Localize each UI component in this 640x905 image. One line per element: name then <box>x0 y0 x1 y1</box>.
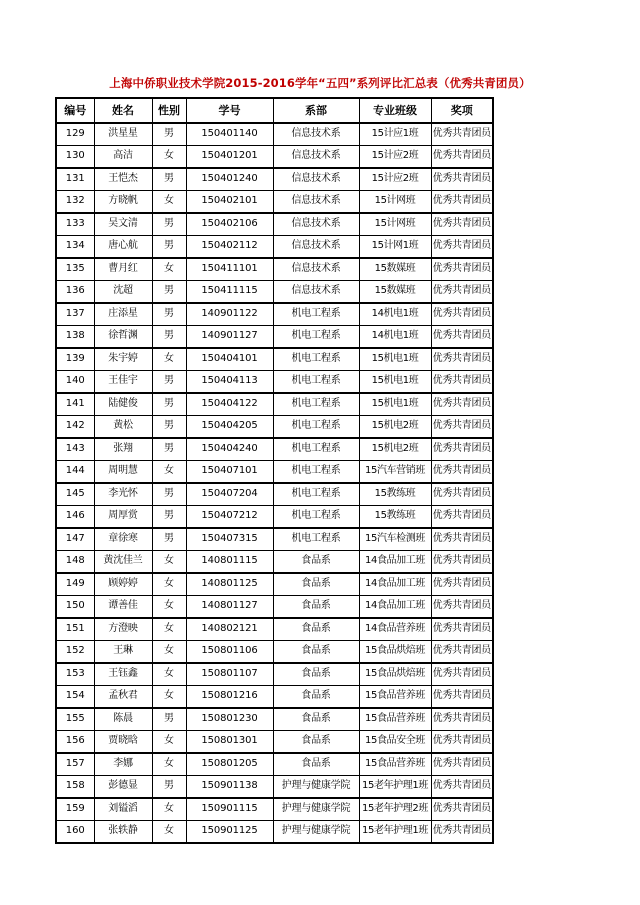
cell-student-id: 150801301 <box>186 731 273 754</box>
cell-department: 食品系 <box>273 596 359 619</box>
summary-table <box>55 97 494 844</box>
cell-no: 129 <box>56 123 94 146</box>
cell-no: 130 <box>56 146 94 169</box>
cell-name: 王钰鑫 <box>94 663 152 686</box>
table-row <box>56 416 493 439</box>
cell-student-id: 140801125 <box>186 573 273 596</box>
cell-gender: 女 <box>152 596 186 619</box>
cell-name: 王琳 <box>94 641 152 664</box>
cell-major-class: 15计应2班 <box>359 146 431 169</box>
column-header-gender: 性别 <box>152 98 186 123</box>
cell-gender: 女 <box>152 686 186 709</box>
cell-major-class: 15食品营养班 <box>359 686 431 709</box>
cell-award: 优秀共青团员 <box>431 258 493 281</box>
table-row <box>56 798 493 821</box>
cell-student-id: 150401201 <box>186 146 273 169</box>
cell-no: 132 <box>56 191 94 214</box>
cell-student-id: 150901115 <box>186 798 273 821</box>
cell-award: 优秀共青团员 <box>431 191 493 214</box>
cell-no: 147 <box>56 528 94 551</box>
cell-department: 信息技术系 <box>273 146 359 169</box>
cell-major-class: 15汽车检测班 <box>359 528 431 551</box>
cell-gender: 男 <box>152 708 186 731</box>
cell-no: 152 <box>56 641 94 664</box>
table-row <box>56 438 493 461</box>
cell-gender: 男 <box>152 213 186 236</box>
cell-name: 方晓帆 <box>94 191 152 214</box>
cell-name: 张轶静 <box>94 821 152 844</box>
cell-gender: 女 <box>152 461 186 484</box>
cell-department: 信息技术系 <box>273 168 359 191</box>
cell-major-class: 14食品营养班 <box>359 618 431 641</box>
cell-student-id: 150404122 <box>186 393 273 416</box>
cell-department: 机电工程系 <box>273 438 359 461</box>
column-header-award: 奖项 <box>431 98 493 123</box>
cell-major-class: 15机电1班 <box>359 348 431 371</box>
cell-award: 优秀共青团员 <box>431 731 493 754</box>
cell-major-class: 15机电2班 <box>359 438 431 461</box>
cell-name: 庄添星 <box>94 303 152 326</box>
cell-award: 优秀共青团员 <box>431 236 493 259</box>
cell-name: 周明慧 <box>94 461 152 484</box>
cell-department: 机电工程系 <box>273 326 359 349</box>
cell-no: 136 <box>56 281 94 304</box>
table-row <box>56 303 493 326</box>
cell-department: 食品系 <box>273 551 359 574</box>
cell-gender: 女 <box>152 618 186 641</box>
cell-no: 149 <box>56 573 94 596</box>
table-row <box>56 371 493 394</box>
cell-no: 138 <box>56 326 94 349</box>
cell-award: 优秀共青团员 <box>431 461 493 484</box>
cell-gender: 女 <box>152 731 186 754</box>
cell-no: 142 <box>56 416 94 439</box>
cell-gender: 女 <box>152 798 186 821</box>
cell-department: 机电工程系 <box>273 506 359 529</box>
cell-department: 护理与健康学院 <box>273 776 359 799</box>
cell-student-id: 150801205 <box>186 753 273 776</box>
cell-student-id: 150402101 <box>186 191 273 214</box>
cell-award: 优秀共青团员 <box>431 821 493 844</box>
cell-no: 150 <box>56 596 94 619</box>
cell-department: 信息技术系 <box>273 213 359 236</box>
cell-gender: 男 <box>152 281 186 304</box>
cell-gender: 女 <box>152 146 186 169</box>
cell-student-id: 150801230 <box>186 708 273 731</box>
cell-no: 137 <box>56 303 94 326</box>
table-row <box>56 663 493 686</box>
cell-department: 信息技术系 <box>273 191 359 214</box>
cell-no: 157 <box>56 753 94 776</box>
cell-gender: 女 <box>152 348 186 371</box>
cell-award: 优秀共青团员 <box>431 573 493 596</box>
cell-gender: 女 <box>152 551 186 574</box>
cell-award: 优秀共青团员 <box>431 348 493 371</box>
cell-student-id: 150404240 <box>186 438 273 461</box>
cell-award: 优秀共青团员 <box>431 393 493 416</box>
cell-major-class: 15教练班 <box>359 483 431 506</box>
cell-student-id: 150801216 <box>186 686 273 709</box>
cell-major-class: 15食品营养班 <box>359 753 431 776</box>
table-row <box>56 236 493 259</box>
cell-department: 机电工程系 <box>273 483 359 506</box>
cell-major-class: 14食品加工班 <box>359 596 431 619</box>
cell-gender: 女 <box>152 821 186 844</box>
cell-no: 160 <box>56 821 94 844</box>
cell-name: 贾晓晗 <box>94 731 152 754</box>
table-row <box>56 461 493 484</box>
cell-student-id: 150411115 <box>186 281 273 304</box>
cell-name: 高洁 <box>94 146 152 169</box>
cell-major-class: 15数媒班 <box>359 281 431 304</box>
cell-student-id: 140801115 <box>186 551 273 574</box>
cell-department: 机电工程系 <box>273 528 359 551</box>
cell-gender: 男 <box>152 303 186 326</box>
table-row <box>56 641 493 664</box>
cell-gender: 男 <box>152 528 186 551</box>
table-body <box>56 123 493 843</box>
cell-name: 吴文清 <box>94 213 152 236</box>
cell-no: 158 <box>56 776 94 799</box>
cell-award: 优秀共青团员 <box>431 303 493 326</box>
cell-name: 黄松 <box>94 416 152 439</box>
cell-name: 洪星星 <box>94 123 152 146</box>
cell-department: 机电工程系 <box>273 371 359 394</box>
cell-award: 优秀共青团员 <box>431 371 493 394</box>
table-row <box>56 191 493 214</box>
table-row <box>56 506 493 529</box>
cell-student-id: 150407204 <box>186 483 273 506</box>
cell-name: 陆健俊 <box>94 393 152 416</box>
cell-no: 139 <box>56 348 94 371</box>
cell-gender: 女 <box>152 641 186 664</box>
cell-no: 151 <box>56 618 94 641</box>
cell-department: 食品系 <box>273 708 359 731</box>
cell-award: 优秀共青团员 <box>431 281 493 304</box>
cell-student-id: 140801127 <box>186 596 273 619</box>
summary-table-container <box>55 97 492 844</box>
cell-no: 156 <box>56 731 94 754</box>
cell-no: 154 <box>56 686 94 709</box>
cell-award: 优秀共青团员 <box>431 798 493 821</box>
cell-major-class: 14食品加工班 <box>359 573 431 596</box>
cell-no: 153 <box>56 663 94 686</box>
cell-award: 优秀共青团员 <box>431 663 493 686</box>
cell-name: 李娜 <box>94 753 152 776</box>
cell-name: 周厚赏 <box>94 506 152 529</box>
cell-award: 优秀共青团员 <box>431 438 493 461</box>
cell-no: 131 <box>56 168 94 191</box>
cell-student-id: 150401140 <box>186 123 273 146</box>
cell-gender: 男 <box>152 123 186 146</box>
cell-award: 优秀共青团员 <box>431 506 493 529</box>
cell-no: 140 <box>56 371 94 394</box>
cell-name: 方澄映 <box>94 618 152 641</box>
cell-gender: 男 <box>152 506 186 529</box>
column-header-no: 编号 <box>56 98 94 123</box>
cell-major-class: 15机电1班 <box>359 371 431 394</box>
cell-gender: 男 <box>152 438 186 461</box>
cell-award: 优秀共青团员 <box>431 483 493 506</box>
cell-name: 曹月红 <box>94 258 152 281</box>
cell-gender: 男 <box>152 776 186 799</box>
table-row <box>56 551 493 574</box>
cell-award: 优秀共青团员 <box>431 596 493 619</box>
cell-no: 134 <box>56 236 94 259</box>
cell-no: 144 <box>56 461 94 484</box>
cell-major-class: 14食品加工班 <box>359 551 431 574</box>
table-row <box>56 123 493 146</box>
cell-gender: 男 <box>152 483 186 506</box>
cell-award: 优秀共青团员 <box>431 213 493 236</box>
cell-department: 机电工程系 <box>273 393 359 416</box>
cell-name: 彭德显 <box>94 776 152 799</box>
table-row <box>56 348 493 371</box>
cell-award: 优秀共青团员 <box>431 146 493 169</box>
cell-gender: 女 <box>152 663 186 686</box>
cell-name: 朱宇婷 <box>94 348 152 371</box>
cell-major-class: 14机电1班 <box>359 326 431 349</box>
table-row <box>56 281 493 304</box>
cell-student-id: 150407315 <box>186 528 273 551</box>
cell-department: 食品系 <box>273 686 359 709</box>
cell-name: 张翔 <box>94 438 152 461</box>
cell-major-class: 15计网班 <box>359 213 431 236</box>
cell-major-class: 15食品营养班 <box>359 708 431 731</box>
cell-no: 146 <box>56 506 94 529</box>
table-row <box>56 618 493 641</box>
cell-student-id: 150401240 <box>186 168 273 191</box>
cell-student-id: 150407212 <box>186 506 273 529</box>
cell-gender: 男 <box>152 168 186 191</box>
cell-gender: 男 <box>152 371 186 394</box>
cell-department: 信息技术系 <box>273 236 359 259</box>
cell-student-id: 150402106 <box>186 213 273 236</box>
cell-award: 优秀共青团员 <box>431 686 493 709</box>
cell-name: 黄沈佳兰 <box>94 551 152 574</box>
cell-name: 王佳宇 <box>94 371 152 394</box>
cell-name: 谭善佳 <box>94 596 152 619</box>
cell-name: 徐哲渊 <box>94 326 152 349</box>
cell-award: 优秀共青团员 <box>431 551 493 574</box>
cell-major-class: 15食品烘焙班 <box>359 663 431 686</box>
table-row <box>56 326 493 349</box>
table-row <box>56 821 493 844</box>
cell-gender: 女 <box>152 753 186 776</box>
cell-student-id: 150801106 <box>186 641 273 664</box>
table-row <box>56 393 493 416</box>
cell-student-id: 150411101 <box>186 258 273 281</box>
cell-name: 沈超 <box>94 281 152 304</box>
table-row <box>56 258 493 281</box>
cell-major-class: 15老年护理1班 <box>359 776 431 799</box>
cell-award: 优秀共青团员 <box>431 123 493 146</box>
table-row <box>56 776 493 799</box>
cell-major-class: 15食品烘焙班 <box>359 641 431 664</box>
cell-gender: 男 <box>152 236 186 259</box>
cell-student-id: 140901127 <box>186 326 273 349</box>
cell-student-id: 150407101 <box>186 461 273 484</box>
cell-major-class: 15计网1班 <box>359 236 431 259</box>
cell-department: 食品系 <box>273 618 359 641</box>
cell-major-class: 15食品安全班 <box>359 731 431 754</box>
column-header-student-id: 学号 <box>186 98 273 123</box>
cell-gender: 女 <box>152 573 186 596</box>
cell-award: 优秀共青团员 <box>431 776 493 799</box>
cell-department: 信息技术系 <box>273 123 359 146</box>
cell-name: 孟秋君 <box>94 686 152 709</box>
cell-major-class: 15机电2班 <box>359 416 431 439</box>
cell-major-class: 15汽车营销班 <box>359 461 431 484</box>
cell-department: 食品系 <box>273 731 359 754</box>
cell-major-class: 14机电1班 <box>359 303 431 326</box>
table-header-row <box>56 98 493 123</box>
cell-name: 顾婷婷 <box>94 573 152 596</box>
cell-department: 食品系 <box>273 573 359 596</box>
cell-department: 食品系 <box>273 641 359 664</box>
cell-no: 141 <box>56 393 94 416</box>
cell-student-id: 150404113 <box>186 371 273 394</box>
cell-award: 优秀共青团员 <box>431 416 493 439</box>
page-title: 上海中侨职业技术学院2015-2016学年“五四”系列评比汇总表（优秀共青团员） <box>109 76 531 90</box>
cell-no: 133 <box>56 213 94 236</box>
cell-department: 机电工程系 <box>273 461 359 484</box>
cell-major-class: 15数媒班 <box>359 258 431 281</box>
table-row <box>56 731 493 754</box>
cell-no: 145 <box>56 483 94 506</box>
table-row <box>56 708 493 731</box>
cell-major-class: 15机电1班 <box>359 393 431 416</box>
cell-department: 机电工程系 <box>273 348 359 371</box>
cell-no: 148 <box>56 551 94 574</box>
cell-department: 机电工程系 <box>273 303 359 326</box>
cell-major-class: 15计应2班 <box>359 168 431 191</box>
table-row <box>56 528 493 551</box>
column-header-major-class: 专业班级 <box>359 98 431 123</box>
cell-student-id: 150801107 <box>186 663 273 686</box>
table-row <box>56 596 493 619</box>
table-row <box>56 213 493 236</box>
cell-no: 159 <box>56 798 94 821</box>
cell-award: 优秀共青团员 <box>431 618 493 641</box>
cell-award: 优秀共青团员 <box>431 326 493 349</box>
cell-major-class: 15老年护理2班 <box>359 798 431 821</box>
table-row <box>56 168 493 191</box>
cell-student-id: 150404101 <box>186 348 273 371</box>
table-row <box>56 146 493 169</box>
column-header-name: 姓名 <box>94 98 152 123</box>
cell-major-class: 15老年护理1班 <box>359 821 431 844</box>
table-row <box>56 753 493 776</box>
cell-gender: 男 <box>152 326 186 349</box>
cell-student-id: 150901125 <box>186 821 273 844</box>
cell-department: 机电工程系 <box>273 416 359 439</box>
cell-department: 信息技术系 <box>273 281 359 304</box>
cell-major-class: 15教练班 <box>359 506 431 529</box>
cell-award: 优秀共青团员 <box>431 641 493 664</box>
cell-award: 优秀共青团员 <box>431 528 493 551</box>
cell-major-class: 15计网班 <box>359 191 431 214</box>
cell-student-id: 150901138 <box>186 776 273 799</box>
cell-major-class: 15计应1班 <box>359 123 431 146</box>
cell-department: 食品系 <box>273 663 359 686</box>
cell-no: 135 <box>56 258 94 281</box>
cell-award: 优秀共青团员 <box>431 168 493 191</box>
cell-award: 优秀共青团员 <box>431 753 493 776</box>
table-row <box>56 483 493 506</box>
cell-name: 唐心航 <box>94 236 152 259</box>
cell-name: 章徐寒 <box>94 528 152 551</box>
cell-student-id: 140802121 <box>186 618 273 641</box>
column-header-department: 系部 <box>273 98 359 123</box>
cell-gender: 男 <box>152 416 186 439</box>
cell-name: 李光怀 <box>94 483 152 506</box>
cell-gender: 女 <box>152 191 186 214</box>
cell-gender: 男 <box>152 393 186 416</box>
cell-student-id: 150404205 <box>186 416 273 439</box>
table-row <box>56 686 493 709</box>
cell-department: 信息技术系 <box>273 258 359 281</box>
cell-department: 食品系 <box>273 753 359 776</box>
cell-department: 护理与健康学院 <box>273 821 359 844</box>
cell-award: 优秀共青团员 <box>431 708 493 731</box>
cell-name: 刘镒滔 <box>94 798 152 821</box>
cell-student-id: 150402112 <box>186 236 273 259</box>
cell-name: 陈晨 <box>94 708 152 731</box>
cell-student-id: 140901122 <box>186 303 273 326</box>
table-row <box>56 573 493 596</box>
cell-name: 王恺杰 <box>94 168 152 191</box>
cell-no: 155 <box>56 708 94 731</box>
cell-gender: 女 <box>152 258 186 281</box>
cell-no: 143 <box>56 438 94 461</box>
cell-department: 护理与健康学院 <box>273 798 359 821</box>
